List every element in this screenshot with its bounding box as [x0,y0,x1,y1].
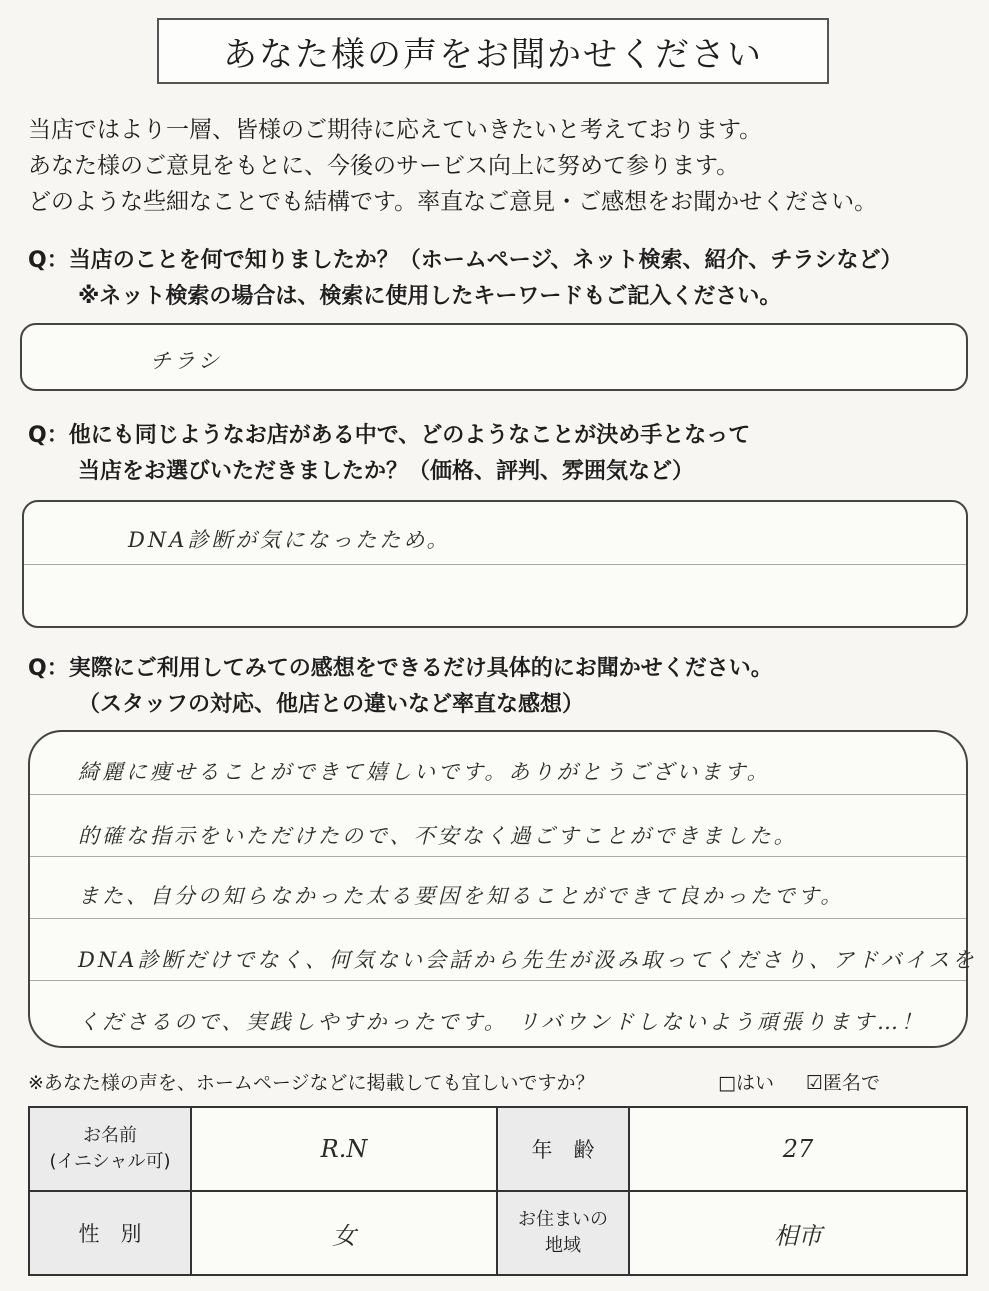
intro-line: あなた様のご意見をもとに、今後のサービス向上に努めて参ります。 [28,153,740,179]
answer-1-box[interactable] [20,323,968,391]
answer-line [30,794,966,795]
question-3-text: Q：実際にご利用してみての感想をできるだけ具体的にお聞かせください。 [28,656,773,681]
area-label-main: お住まいの [518,1209,608,1230]
gender-field[interactable] [191,1191,497,1275]
respondent-info-table [28,1106,968,1276]
intro-line: どのような些細なことでも結構です。率直なご意見・ご感想をお聞かせください。 [28,189,878,215]
age-label: 年 齢 [497,1107,629,1191]
table-row [29,1107,967,1191]
name-label-main: お名前 [83,1125,137,1146]
question-2-note: 当店をお選びいただきましたか？（価格、評判、雰囲気など） [78,459,695,484]
checkbox-checked-icon[interactable]: ☑ [806,1072,824,1094]
answer-3-line: 綺麗に痩せることができて嬉しいです。ありがとうございます。 [78,760,771,784]
answer-3-line: くださるので、実践しやすかったです。 リバウンドしないよう頑張ります…！ [78,1010,925,1034]
area-value: 相市 [774,1221,822,1250]
age-field[interactable] [629,1107,967,1191]
answer-3-box[interactable] [28,730,977,1048]
survey-title: あなた様の声をお聞かせください [157,18,829,84]
question-3-note: （スタッフの対応、他店との違いなど率直な感想） [78,692,585,717]
answer-line [24,564,966,565]
age-value: 27 [782,1135,814,1163]
area-label [497,1191,629,1275]
publish-yes-label: はい [735,1072,774,1094]
name-value: R.N [320,1135,368,1163]
question-1-note: ※ネット検索の場合は、検索に使用したキーワードもご記入ください。 [78,284,782,309]
answer-2-box[interactable] [22,500,968,628]
answer-3-line: DNA診断だけでなく、何気ない会話から先生が汲み取ってくださり、アドバイスを [78,948,977,972]
gender-label: 性 別 [29,1191,191,1275]
gender-value: 女 [332,1221,356,1250]
answer-line [30,856,966,857]
name-label-sub: (イニシャル可) [49,1151,171,1172]
answer-line [30,980,966,981]
name-field[interactable] [191,1107,497,1191]
area-field[interactable] [629,1191,967,1275]
publish-anonymous-option[interactable] [806,1068,880,1095]
publish-anonymous-label: 匿名で [823,1072,881,1094]
table-row [29,1191,967,1275]
publish-yes-option[interactable] [718,1068,774,1095]
answer-1-text: チラシ [150,349,222,373]
answer-2-text: DNA診断が気になったため。 [128,528,451,552]
publish-question: ※あなた様の声を、ホームページなどに掲載しても宜しいですか？ [28,1072,595,1094]
question-2-text: Q：他にも同じようなお店がある中で、どのようなことが決め手となって [28,423,751,448]
answer-line [30,918,966,919]
intro-line: 当店ではより一層、皆様のご期待に応えていきたいと考えております。 [28,117,763,143]
question-1-text: Q：当店のことを何で知りましたか？（ホームページ、ネット検索、紹介、チラシなど） [28,248,903,273]
intro-text [28,112,877,220]
answer-3-line: また、自分の知らなかった太る要因を知ることができて良かったです。 [78,884,845,908]
question-2 [28,418,750,490]
checkbox-empty-icon[interactable]: □ [718,1072,736,1094]
area-label-sub: 地域 [545,1235,581,1256]
name-label [29,1107,191,1191]
answer-3-line: 的確な指示をいただけたので、不安なく過ごすことができました。 [78,824,798,848]
question-3 [28,651,773,723]
question-1 [28,243,903,315]
